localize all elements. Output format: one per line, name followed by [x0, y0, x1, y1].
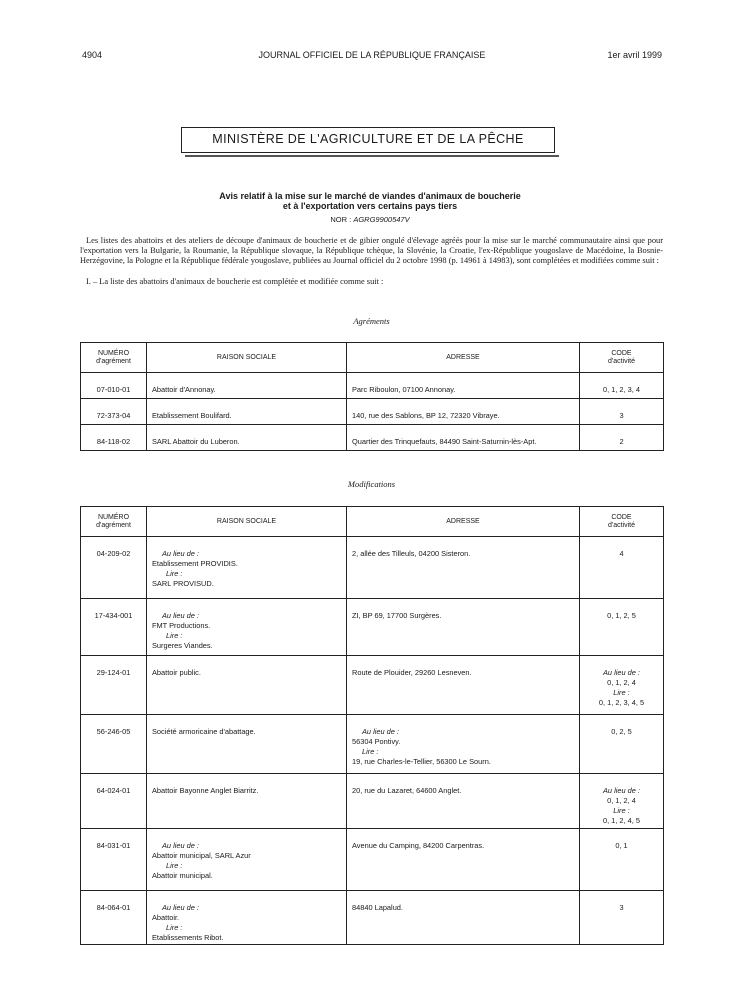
table-header-row: [81, 343, 664, 373]
cell-num: 17-434-001: [81, 599, 147, 656]
table-row: [81, 425, 664, 451]
cell-raison: Société armoricaine d'abattage.: [147, 715, 347, 774]
table-row: [81, 774, 664, 829]
cell-num: 04-209-02: [81, 537, 147, 599]
cell-adresse: 140, rue des Sablons, BP 12, 72320 Vibraye.: [347, 399, 580, 425]
cell-num: 56-246-05: [81, 715, 147, 774]
cell-raison: SARL Abattoir du Luberon.: [147, 425, 347, 451]
cell-adresse: 20, rue du Lazaret, 64600 Anglet.: [347, 774, 580, 829]
col-code: CODE d'activité: [580, 507, 664, 537]
cell-num: 07-010-01: [81, 373, 147, 399]
table-row: [81, 656, 664, 715]
avis-title-line2: et à l'exportation vers certains pays tiers: [282, 201, 458, 211]
issue-date: 1er avril 1999: [607, 50, 662, 60]
page-header: [82, 50, 662, 64]
cell-code: 3: [580, 399, 664, 425]
nor-label: NOR :: [330, 215, 352, 224]
cell-code: 4: [580, 537, 664, 599]
cell-code: 0, 1, 2, 3, 4: [580, 373, 664, 399]
col-raison: RAISON SOCIALE: [147, 507, 347, 537]
cell-raison: Au lieu de : Abattoir municipal, SARL Azur Lire : Abattoir municipal.: [147, 829, 347, 891]
cell-adresse: 84840 Lapalud.: [347, 891, 580, 945]
table-row: [81, 537, 664, 599]
cell-raison: Etablissement Boulifard.: [147, 399, 347, 425]
avis-title-line1: Avis relatif à la mise sur le marché de viandes d'animaux de boucherie: [219, 191, 521, 201]
cell-code: Au lieu de : 0, 1, 2, 4 Lire : 0, 1, 2, 3, 4, 5: [580, 656, 664, 715]
nor-reference: [150, 215, 590, 224]
cell-num: 64-024-01: [81, 774, 147, 829]
cell-num: 84-064-01: [81, 891, 147, 945]
col-num: NUMÉRO d'agrément: [81, 343, 147, 373]
cell-raison: Au lieu de : FMT Productions. Lire : Surgeres Viandes.: [147, 599, 347, 656]
modifications-caption: Modifications: [347, 479, 396, 489]
agrements-table: [80, 342, 664, 451]
cell-num: 29-124-01: [81, 656, 147, 715]
avis-title: [150, 191, 590, 211]
section-paragraph: I. – La liste des abattoirs d'animaux de boucherie est complétée et modifiée comme suit :: [86, 277, 384, 286]
table-row: [81, 715, 664, 774]
col-num: NUMÉRO d'agrément: [81, 507, 147, 537]
cell-raison: Abattoir d'Annonay.: [147, 373, 347, 399]
page-number: 4904: [82, 50, 103, 60]
intro-paragraph: Les listes des abattoirs et des ateliers de découpe d'animaux de boucherie et de gibier ongulé d'élevage agréés pour la mise sur le marché communautaire ainsi que pour l'exportation vers la Bulgarie, la Roumanie, la République slovaque, la République tchèque, la Slovénie, la Croatie, l'ex-République yougoslave de Macédoine, la Bosnie-Herzégovine, la Pologne et la République fédérale yougoslave, publiées au Journal officiel du 2 octobre 1998 (p. 14961 à 14983), sont complétées et modifiées comme suit :: [80, 236, 663, 265]
cell-code: 2: [580, 425, 664, 451]
cell-num: 72-373-04: [81, 399, 147, 425]
cell-raison: Au lieu de : Abattoir. Lire : Etablissements Ribot.: [147, 891, 347, 945]
cell-adresse: Route de Plouider, 29260 Lesneven.: [347, 656, 580, 715]
cell-code: 0, 1, 2, 5: [580, 599, 664, 656]
cell-adresse: Quartier des Trinquefauts, 84490 Saint-Saturnin-lès-Apt.: [347, 425, 580, 451]
cell-num: 84-118-02: [81, 425, 147, 451]
nor-code: AGRG9900547V: [353, 215, 410, 224]
cell-code: 0, 1: [580, 829, 664, 891]
col-code: CODE d'activité: [580, 343, 664, 373]
col-raison: RAISON SOCIALE: [147, 343, 347, 373]
journal-title: JOURNAL OFFICIEL DE LA RÉPUBLIQUE FRANÇAISE: [258, 50, 486, 60]
cell-code: Au lieu de : 0, 1, 2, 4 Lire : 0, 1, 2, 4, 5: [580, 774, 664, 829]
table-header-row: [81, 507, 664, 537]
cell-raison: Abattoir Bayonne Anglet Biarritz.: [147, 774, 347, 829]
table-row: [81, 829, 664, 891]
cell-code: 0, 2, 5: [580, 715, 664, 774]
table-row: [81, 891, 664, 945]
cell-num: 84-031-01: [81, 829, 147, 891]
col-adresse: ADRESSE: [347, 343, 580, 373]
cell-adresse: ZI, BP 69, 17700 Surgères.: [347, 599, 580, 656]
col-adresse: ADRESSE: [347, 507, 580, 537]
cell-adresse: Parc Riboulon, 07100 Annonay.: [347, 373, 580, 399]
cell-adresse: Avenue du Camping, 84200 Carpentras.: [347, 829, 580, 891]
ministry-box: MINISTÈRE DE L'AGRICULTURE ET DE LA PÊCHE: [181, 127, 555, 153]
cell-code: 3: [580, 891, 664, 945]
agrements-caption: Agréments: [353, 316, 390, 326]
table-row: [81, 373, 664, 399]
modifications-table: [80, 506, 664, 945]
cell-adresse: Au lieu de : 56304 Pontivy. Lire : 19, rue Charles-le-Tellier, 56300 Le Sourn.: [347, 715, 580, 774]
cell-raison: Abattoir public.: [147, 656, 347, 715]
table-row: [81, 399, 664, 425]
cell-raison: Au lieu de : Etablissement PROVIDIS. Lire : SARL PROVISUD.: [147, 537, 347, 599]
table-row: [81, 599, 664, 656]
cell-adresse: 2, allée des Tilleuls, 04200 Sisteron.: [347, 537, 580, 599]
